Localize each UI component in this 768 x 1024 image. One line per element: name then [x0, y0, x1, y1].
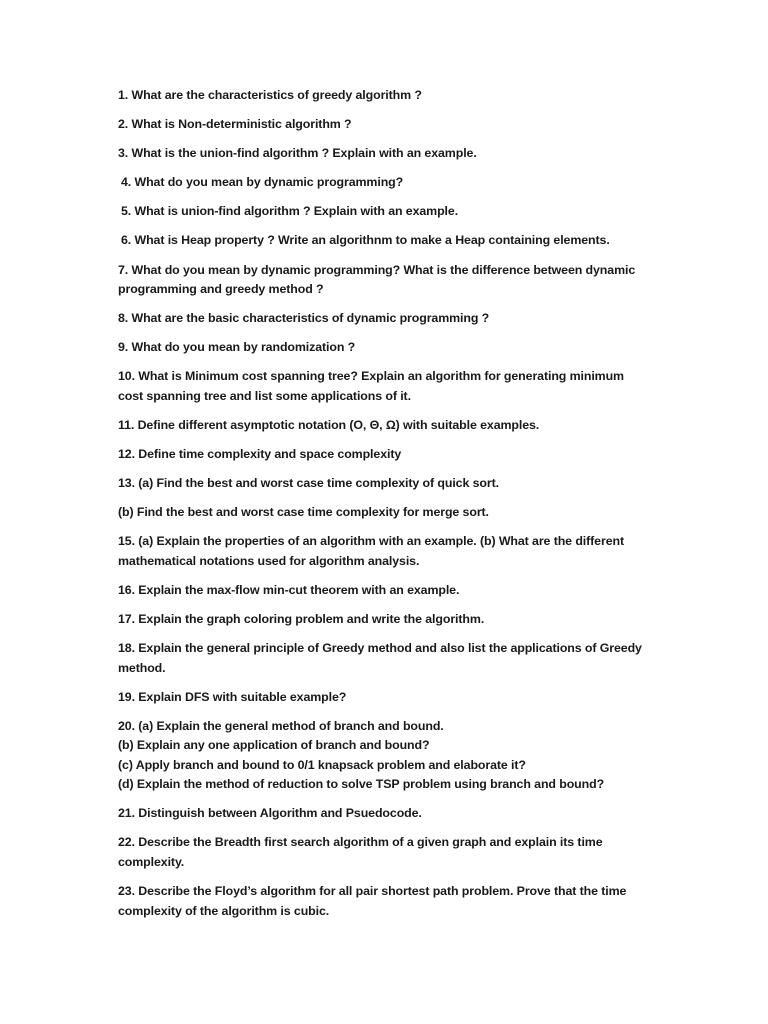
question-text-line: 2. What is Non-deterministic algorithm ?	[118, 117, 352, 132]
question-item	[118, 202, 658, 222]
question-text-line: complexity of the algorithm is cubic.	[118, 903, 330, 918]
question-list	[118, 86, 658, 931]
question-item	[118, 610, 658, 630]
question-text-line: 15. (a) Explain the properties of an algorithm with an example. (b) What are the different	[118, 534, 624, 549]
question-item	[118, 231, 658, 251]
question-text-line: (b) Find the best and worst case time complexity for merge sort.	[118, 505, 489, 520]
question-text-line: 1. What are the characteristics of greedy algorithm ?	[118, 88, 422, 102]
question-text-line: cost spanning tree and list some applications of it.	[118, 388, 411, 403]
question-text-line: mathematical notations used for algorithm analysis.	[118, 553, 420, 568]
question-item	[118, 639, 658, 678]
question-text-line: 22. Describe the Breadth first search algorithm of a given graph and explain its time	[118, 835, 603, 850]
question-text-line: 7. What do you mean by dynamic programming? What is the difference between dynamic	[118, 262, 636, 277]
question-text-line: 8. What are the basic characteristics of dynamic programming ?	[118, 311, 490, 326]
question-text-line: (b) Explain any one application of branch and bound?	[118, 738, 430, 753]
question-item	[118, 261, 658, 300]
question-text-line: 23. Describe the Floyd’s algorithm for all pair shortest path problem. Prove that the time	[118, 884, 627, 899]
question-item	[118, 144, 658, 164]
question-item	[118, 309, 658, 329]
question-item	[118, 804, 658, 824]
question-item	[118, 367, 658, 406]
question-text-line: 13. (a) Find the best and worst case time complexity of quick sort.	[118, 476, 499, 491]
question-item	[118, 115, 658, 135]
question-text-line: 16. Explain the max-flow min-cut theorem with an example.	[118, 582, 460, 597]
question-text-line: 19. Explain DFS with suitable example?	[118, 689, 347, 704]
question-text-line: (d) Explain the method of reduction to solve TSP problem using branch and bound?	[118, 777, 605, 792]
question-text-line: 17. Explain the graph coloring problem and write the algorithm.	[118, 612, 485, 626]
question-text-line: 12. Define time complexity and space complexity	[118, 447, 402, 462]
question-text-line: (c) Apply branch and bound to 0/1 knapsack problem and elaborate it?	[118, 757, 526, 772]
question-text-line: 3. What is the union-find algorithm ? Explain with an example.	[118, 146, 477, 161]
question-text-line: method.	[118, 660, 166, 675]
question-item	[118, 173, 658, 193]
question-item	[118, 882, 658, 921]
question-text-line: complexity.	[118, 854, 185, 869]
question-item	[118, 581, 658, 601]
question-text-line: 9. What do you mean by randomization ?	[118, 340, 356, 355]
question-item	[118, 503, 658, 523]
question-text-line: 20. (a) Explain the general method of branch and bound.	[118, 718, 444, 733]
question-text-line: 10. What is Minimum cost spanning tree? Explain an algorithm for generating minimum	[118, 369, 624, 384]
question-item	[118, 474, 658, 494]
question-text-line: 6. What is Heap property ? Write an algorithnm to make a Heap containing elements.	[121, 233, 610, 248]
question-item	[118, 688, 658, 708]
question-text-line: 4. What do you mean by dynamic programming?	[121, 175, 404, 190]
question-text-line: 5. What is union-find algorithm ? Explain with an example.	[121, 204, 459, 219]
question-text-line: programming and greedy method ?	[118, 282, 324, 297]
question-item	[118, 445, 658, 465]
question-item	[118, 338, 658, 358]
question-item	[118, 532, 658, 571]
question-text-line: 21. Distinguish between Algorithm and Psuedocode.	[118, 806, 422, 821]
question-item	[118, 717, 658, 795]
question-item	[118, 833, 658, 872]
question-text-line: 18. Explain the general principle of Greedy method and also list the applications of Greedy	[118, 641, 642, 656]
question-text-line: 11. Define different asymptotic notation (O, Θ, Ω) with suitable examples.	[118, 417, 540, 432]
question-item	[118, 86, 658, 106]
question-item	[118, 416, 658, 436]
